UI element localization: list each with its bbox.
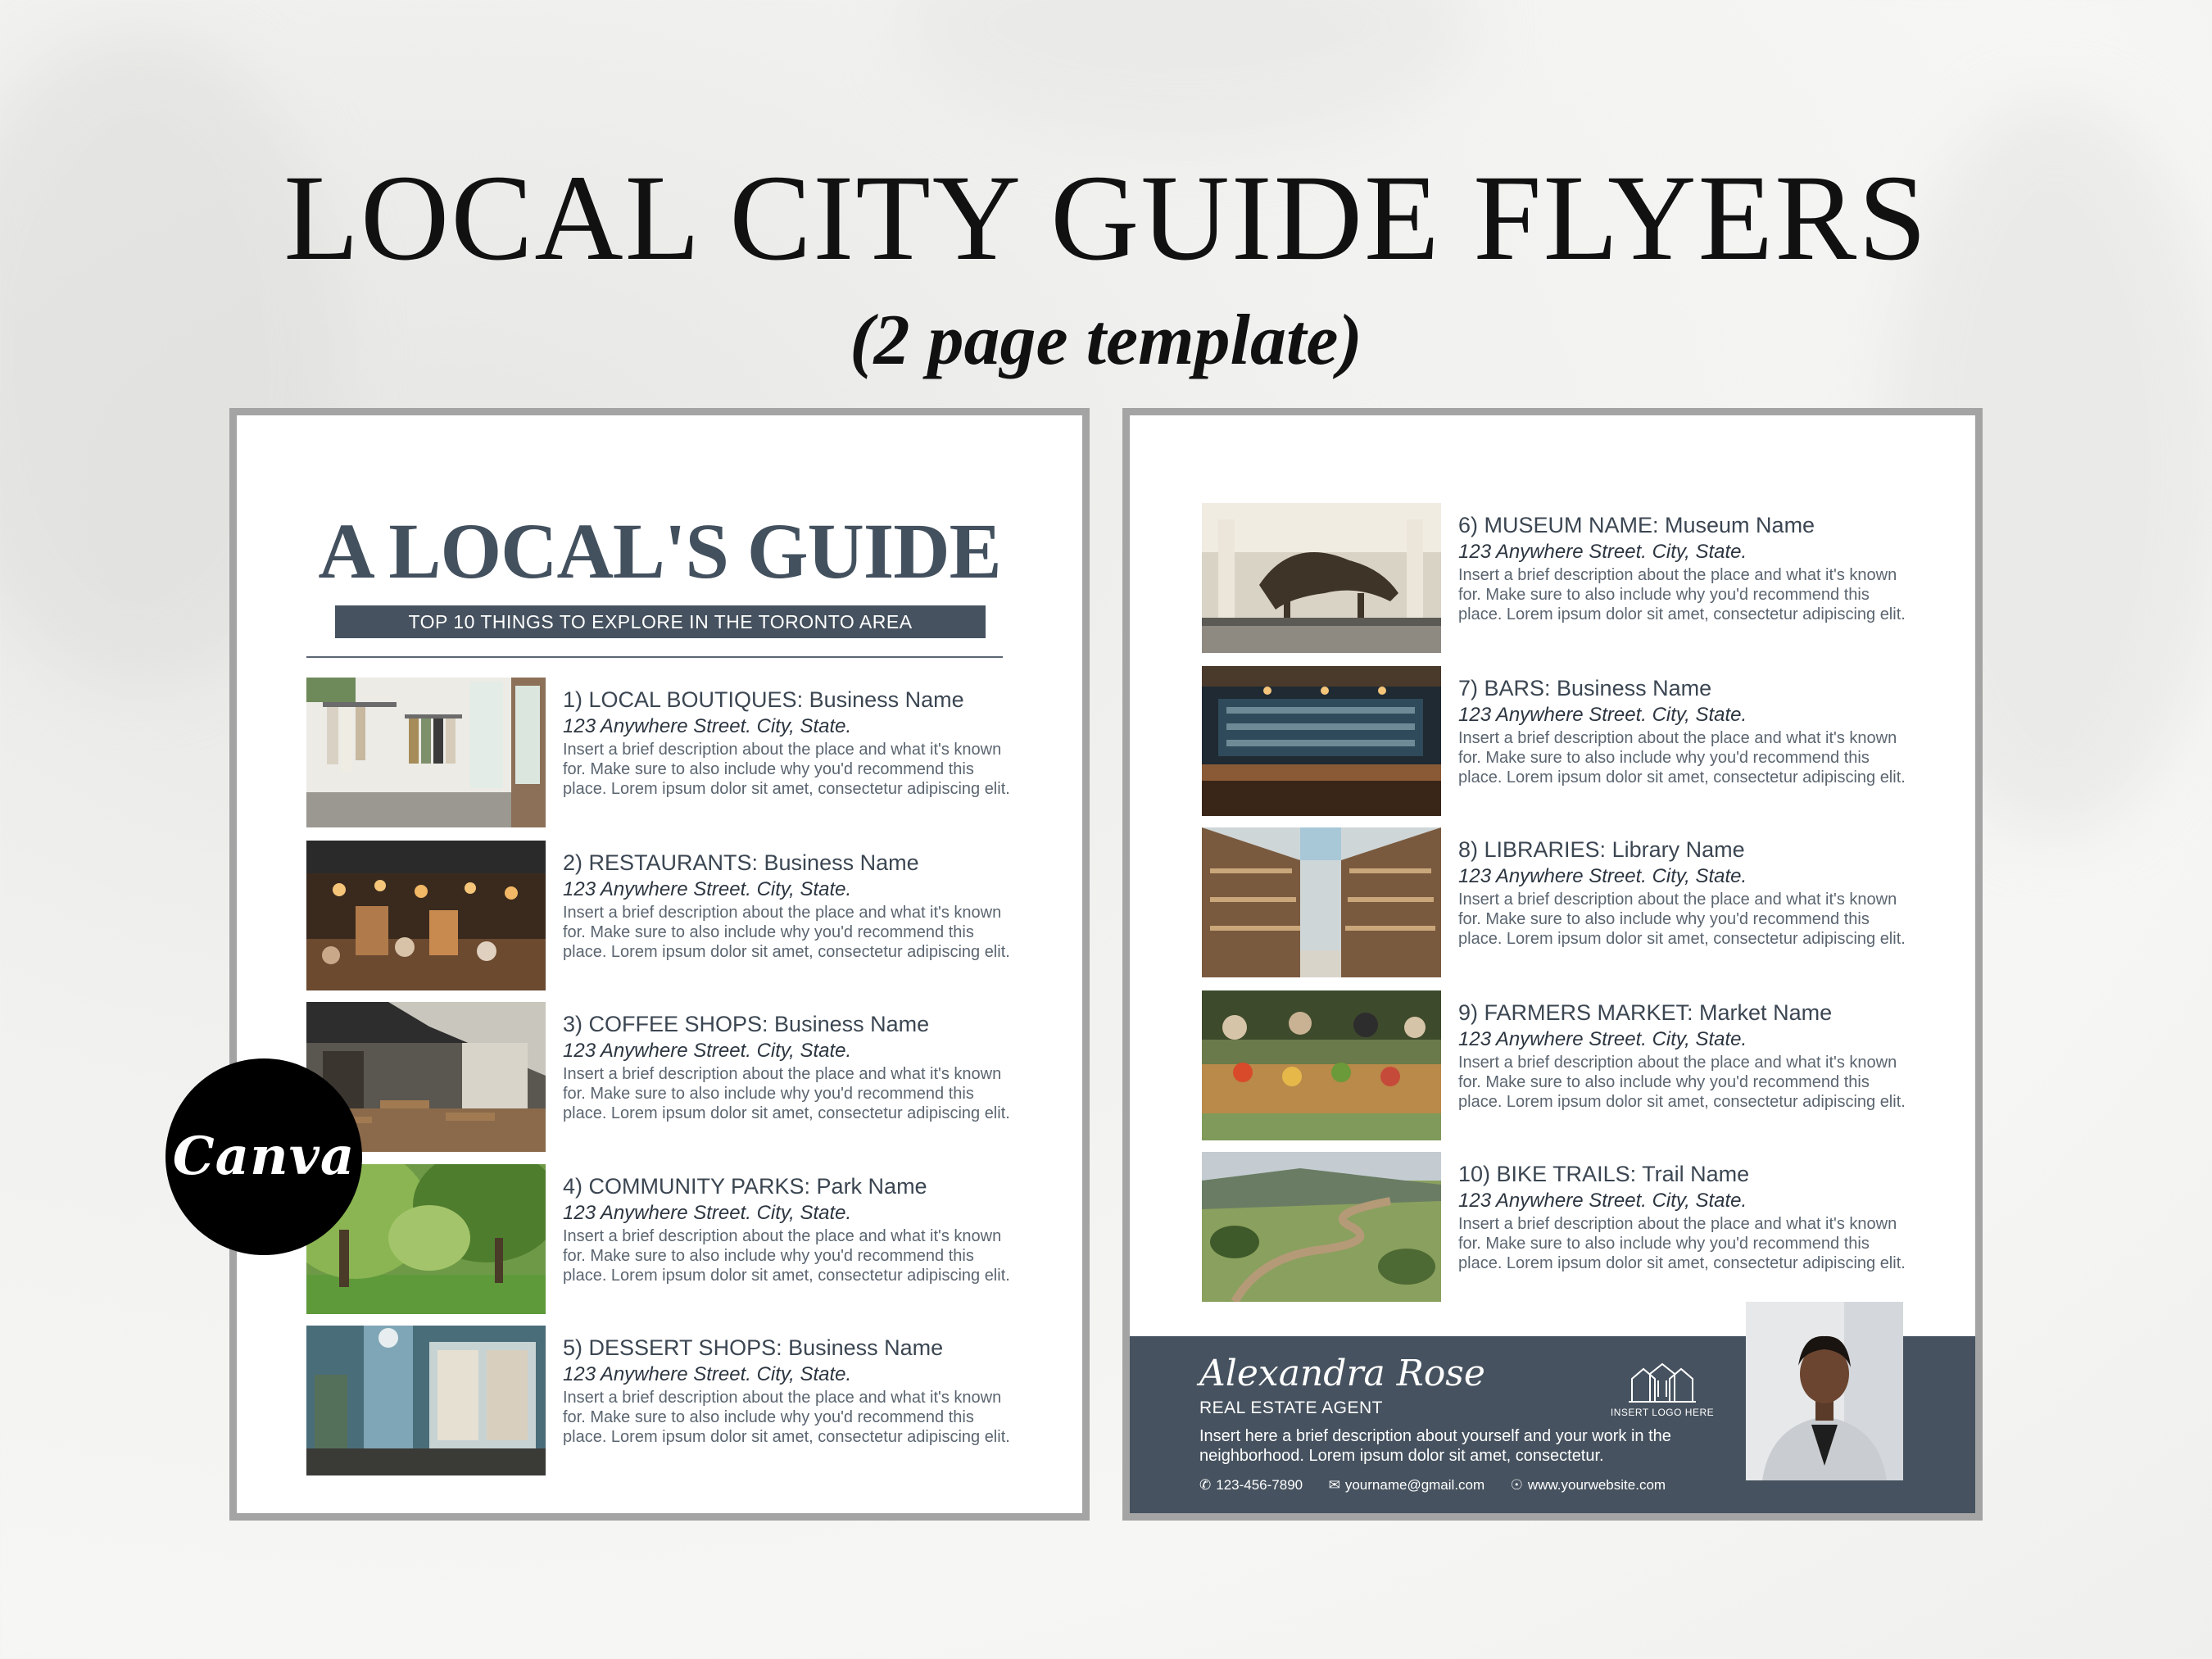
item-title: 1) LOCAL BOUTIQUES: Business Name [563, 687, 964, 712]
item-title: 5) DESSERT SHOPS: Business Name [563, 1335, 944, 1360]
website-url: www.yourwebsite.com [1527, 1477, 1666, 1493]
globe-icon: ☉ [1510, 1477, 1523, 1493]
agent-name: Alexandra Rose [1199, 1353, 1485, 1394]
item-description: Insert a brief description about the place and what it's known for. Make sure to also include why you'd recommend this place. Lorem ipsum dolor sit amet, consectetur adipiscing elit. [1458, 1054, 1906, 1111]
bike-trail-photo [1202, 1152, 1441, 1302]
logo-placeholder [1605, 1361, 1720, 1418]
item-address: 123 Anywhere Street. City, State. [563, 878, 852, 900]
item-title: 6) MUSEUM NAME: Museum Name [1458, 513, 1815, 537]
item-address: 123 Anywhere Street. City, State. [1458, 541, 1747, 563]
boutique-photo [306, 678, 546, 827]
main-title: LOCAL CITY GUIDE FLYERS [283, 150, 1929, 286]
envelope-icon: ✉ [1328, 1477, 1340, 1493]
guide-subheading-band: TOP 10 THINGS TO EXPLORE IN THE TORONTO AREA [335, 605, 986, 638]
item-address: 123 Anywhere Street. City, State. [563, 1363, 852, 1385]
item-title: 7) BARS: Business Name [1458, 676, 1712, 700]
item-address: 123 Anywhere Street. City, State. [563, 1040, 852, 1062]
item-title: 8) LIBRARIES: Library Name [1458, 837, 1745, 862]
item-description: Insert a brief description about the place and what it's known for. Make sure to also include why you'd recommend this place. Lorem ipsum dolor sit amet, consectetur adipiscing elit. [1458, 891, 1906, 948]
list-item [1202, 827, 1923, 979]
item-title: 4) COMMUNITY PARKS: Park Name [563, 1174, 927, 1199]
phone-icon: ✆ [1199, 1477, 1212, 1493]
guide-heading: A LOCAL'S GUIDE [318, 507, 1001, 595]
agent-role: REAL ESTATE AGENT [1199, 1398, 1383, 1417]
list-item [1202, 1152, 1923, 1303]
list-item [1202, 666, 1923, 818]
item-address: 123 Anywhere Street. City, State. [1458, 865, 1747, 887]
item-description: Insert a brief description about the place and what it's known for. Make sure to also include why you'd recommend this place. Lorem ipsum dolor sit amet, consectetur adipiscing elit. [1458, 729, 1906, 786]
item-description: Insert a brief description about the place and what it's known for. Make sure to also include why you'd recommend this place. Lorem ipsum dolor sit amet, consectetur adipiscing elit. [563, 904, 1010, 961]
sub-title: (2 page template) [850, 301, 1362, 380]
agent-description: Insert here a brief description about yourself and your work in the neighborhood. Lorem ipsum dolor sit amet, consectetur. [1199, 1427, 1671, 1465]
museum-photo [1202, 503, 1441, 653]
item-title: 10) BIKE TRAILS: Trail Name [1458, 1162, 1750, 1186]
item-title: 9) FARMERS MARKET: Market Name [1458, 1000, 1833, 1025]
flyer-page-2 [1122, 408, 1983, 1521]
logo-text: INSERT LOGO HERE [1610, 1407, 1715, 1418]
item-title: 3) COFFEE SHOPS: Business Name [563, 1012, 930, 1036]
restaurant-photo [306, 841, 546, 990]
dessert-shop-photo [306, 1326, 546, 1475]
item-description: Insert a brief description about the place and what it's known for. Make sure to also include why you'd recommend this place. Lorem ipsum dolor sit amet, consectetur adipiscing elit. [1458, 566, 1906, 623]
list-item [1202, 503, 1923, 655]
agent-photo [1746, 1302, 1903, 1480]
item-description: Insert a brief description about the place and what it's known for. Make sure to also include why you'd recommend this place. Lorem ipsum dolor sit amet, consectetur adipiscing elit. [563, 741, 1010, 798]
item-description: Insert a brief description about the place and what it's known for. Make sure to also include why you'd recommend this place. Lorem ipsum dolor sit amet, consectetur adipiscing elit. [1458, 1215, 1906, 1272]
canva-badge: Canva [165, 1058, 362, 1255]
list-item [306, 1326, 1027, 1477]
list-item [306, 1164, 1027, 1316]
farmers-market-photo [1202, 990, 1441, 1140]
item-address: 123 Anywhere Street. City, State. [563, 715, 852, 737]
contact-row [1199, 1477, 1666, 1494]
library-photo [1202, 827, 1441, 977]
bar-photo [1202, 666, 1441, 816]
item-address: 123 Anywhere Street. City, State. [1458, 1190, 1747, 1212]
item-address: 123 Anywhere Street. City, State. [563, 1202, 852, 1224]
phone-number: 123-456-7890 [1216, 1477, 1303, 1493]
list-item [306, 841, 1027, 992]
item-address: 123 Anywhere Street. City, State. [1458, 704, 1747, 726]
item-description: Insert a brief description about the place and what it's known for. Make sure to also include why you'd recommend this place. Lorem ipsum dolor sit amet, consectetur adipiscing elit. [563, 1065, 1010, 1122]
list-item [306, 1002, 1027, 1154]
email-address: yourname@gmail.com [1344, 1477, 1485, 1493]
item-address: 123 Anywhere Street. City, State. [1458, 1028, 1747, 1050]
item-description: Insert a brief description about the place and what it's known for. Make sure to also include why you'd recommend this place. Lorem ipsum dolor sit amet, consectetur adipiscing elit. [563, 1389, 1010, 1446]
item-title: 2) RESTAURANTS: Business Name [563, 850, 919, 875]
list-item [1202, 990, 1923, 1142]
list-item [306, 678, 1027, 829]
divider [306, 656, 1003, 658]
building-logo-icon [1625, 1361, 1699, 1403]
flyer-page-1 [229, 408, 1090, 1521]
item-description: Insert a brief description about the place and what it's known for. Make sure to also include why you'd recommend this place. Lorem ipsum dolor sit amet, consectetur adipiscing elit. [563, 1227, 1010, 1285]
